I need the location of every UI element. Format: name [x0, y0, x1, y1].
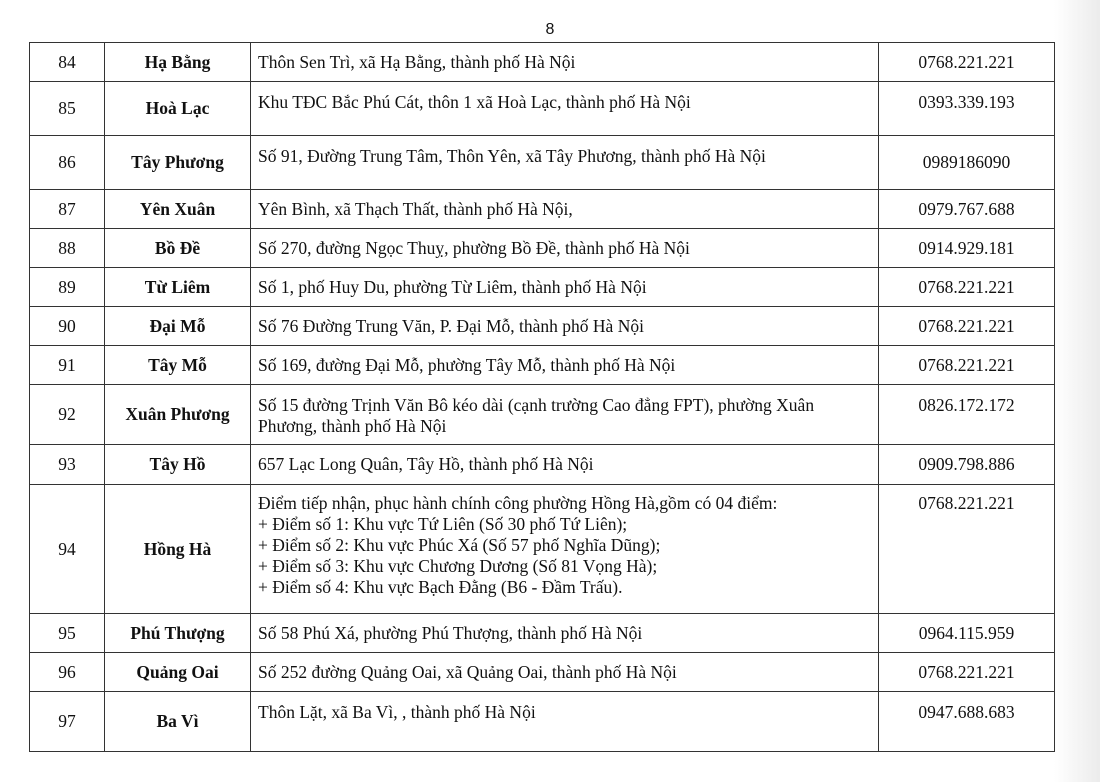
office-phone: 0979.767.688: [918, 198, 1015, 219]
row-number: 85: [58, 98, 76, 118]
office-phone-cell: [879, 190, 1055, 229]
table-row: [30, 653, 1055, 692]
office-phone: 0909.798.886: [918, 454, 1015, 474]
office-phone-cell: [879, 346, 1055, 385]
office-phone: 0768.221.221: [918, 276, 1015, 297]
office-address: Khu TĐC Bắc Phú Cát, thôn 1 xã Hoà Lạc, thành phố Hà Nội: [258, 92, 691, 112]
row-number-cell: [30, 614, 105, 653]
office-address-cell: [251, 445, 879, 485]
office-address-cell: [251, 136, 879, 190]
office-phone: 0393.339.193: [918, 92, 1015, 112]
office-phone-cell: [879, 82, 1055, 136]
table-row: [30, 346, 1055, 385]
office-phone: 0914.929.181: [918, 237, 1015, 258]
office-name-cell: [105, 614, 251, 653]
office-phone-cell: [879, 692, 1055, 752]
table-row: [30, 385, 1055, 445]
office-phone: 0768.221.221: [918, 315, 1015, 336]
office-address-cell: [251, 485, 879, 614]
row-number-cell: [30, 653, 105, 692]
row-number-cell: [30, 229, 105, 268]
page-edge-shadow: [1054, 0, 1100, 782]
office-address-cell: [251, 268, 879, 307]
row-number-cell: [30, 346, 105, 385]
office-name: Tây Mỗ: [148, 354, 207, 375]
office-name-cell: [105, 653, 251, 692]
office-name-cell: [105, 190, 251, 229]
office-address-cell: [251, 653, 879, 692]
row-number-cell: [30, 82, 105, 136]
office-address-cell: [251, 385, 879, 445]
office-name-cell: [105, 445, 251, 485]
office-address: Số 169, đường Đại Mỗ, phường Tây Mỗ, thành phố Hà Nội: [258, 354, 676, 375]
row-number-cell: [30, 445, 105, 485]
row-number: 94: [58, 538, 76, 559]
row-number: 96: [58, 661, 76, 682]
office-address-cell: [251, 307, 879, 346]
row-number-cell: [30, 43, 105, 82]
office-address: Thôn Lặt, xã Ba Vì, , thành phố Hà Nội: [258, 702, 536, 722]
row-number: 86: [58, 152, 76, 172]
office-address: Số 15 đường Trịnh Văn Bô kéo dài (cạnh trường Cao đẳng FPT), phường Xuân Phương, thành phố Hà Nội: [258, 395, 815, 436]
office-table-body: [30, 43, 1055, 752]
office-address: Số 58 Phú Xá, phường Phú Thượng, thành phố Hà Nội: [258, 622, 643, 643]
office-name: Hạ Bằng: [144, 51, 211, 72]
office-phone-cell: [879, 136, 1055, 190]
office-phone: 0964.115.959: [918, 622, 1015, 643]
office-phone: 0989186090: [922, 152, 1011, 172]
office-name: Bồ Đề: [154, 237, 201, 258]
office-address-cell: [251, 614, 879, 653]
row-number: 88: [58, 237, 76, 258]
row-number: 91: [58, 354, 76, 375]
office-address: Yên Bình, xã Thạch Thất, thành phố Hà Nội,: [258, 198, 573, 219]
row-number-cell: [30, 136, 105, 190]
office-name-cell: [105, 307, 251, 346]
table-row: [30, 229, 1055, 268]
office-phone: 0947.688.683: [918, 702, 1015, 722]
row-number: 90: [58, 315, 76, 336]
table-row: [30, 82, 1055, 136]
table-row: [30, 43, 1055, 82]
office-phone: 0768.221.221: [918, 51, 1015, 72]
table-row: [30, 268, 1055, 307]
office-phone-cell: [879, 485, 1055, 614]
table-row: [30, 692, 1055, 752]
table-row: [30, 136, 1055, 190]
page-number: 8: [545, 21, 555, 38]
office-phone-cell: [879, 43, 1055, 82]
office-name-cell: [105, 385, 251, 445]
row-number: 92: [58, 404, 76, 424]
office-phone-cell: [879, 268, 1055, 307]
row-number-cell: [30, 268, 105, 307]
office-phone-cell: [879, 653, 1055, 692]
row-number: 95: [58, 622, 76, 643]
office-address-cell: [251, 229, 879, 268]
office-address: Điểm tiếp nhận, phục hành chính công phường Hồng Hà,gồm có 04 điểm: + Điểm số 1: Khu vực Tứ Liên (Số 30 phố Tứ Liên); + Điểm số 2: Khu vực Phúc Xá (Số 57 phố Nghĩa Dũng); + Điểm số 3: Khu vực Chương Dương (Số 81 Vọng Hà); + Điểm số 4: Khu vực Bạch Đằng (B6 - Đầm Trấu).: [258, 493, 778, 597]
office-address-cell: [251, 43, 879, 82]
row-number: 93: [58, 454, 76, 474]
office-address-cell: [251, 82, 879, 136]
office-name: Yên Xuân: [139, 198, 216, 219]
office-address: Số 91, Đường Trung Tâm, Thôn Yên, xã Tây Phương, thành phố Hà Nội: [258, 146, 766, 166]
office-phone-cell: [879, 614, 1055, 653]
office-address: 657 Lạc Long Quân, Tây Hồ, thành phố Hà Nội: [258, 454, 594, 474]
office-name: Đại Mỗ: [149, 315, 206, 336]
office-name-cell: [105, 136, 251, 190]
table-row: [30, 307, 1055, 346]
row-number-cell: [30, 307, 105, 346]
office-name-cell: [105, 229, 251, 268]
office-phone: 0768.221.221: [918, 493, 1015, 513]
row-number: 84: [58, 51, 76, 72]
office-phone: 0768.221.221: [918, 354, 1015, 375]
table-row: [30, 445, 1055, 485]
office-phone: 0768.221.221: [918, 661, 1015, 682]
office-name: Phú Thượng: [130, 622, 225, 643]
table-row: [30, 190, 1055, 229]
office-name-cell: [105, 346, 251, 385]
table-row: [30, 614, 1055, 653]
office-phone-cell: [879, 385, 1055, 445]
row-number-cell: [30, 485, 105, 614]
office-name: Tây Hồ: [149, 454, 206, 474]
table-row: [30, 485, 1055, 614]
office-name-cell: [105, 43, 251, 82]
office-address: Số 252 đường Quảng Oai, xã Quảng Oai, thành phố Hà Nội: [258, 661, 677, 682]
office-name: Từ Liêm: [144, 276, 211, 297]
office-name-cell: [105, 82, 251, 136]
row-number: 87: [58, 198, 76, 219]
office-table: [29, 42, 1055, 752]
office-address-cell: [251, 692, 879, 752]
office-phone: 0826.172.172: [918, 395, 1015, 415]
office-address: Thôn Sen Trì, xã Hạ Bằng, thành phố Hà Nội: [258, 51, 576, 72]
row-number-cell: [30, 385, 105, 445]
office-name: Quảng Oai: [136, 661, 219, 682]
row-number-cell: [30, 190, 105, 229]
office-address: Số 270, đường Ngọc Thuỵ, phường Bồ Đề, thành phố Hà Nội: [258, 237, 690, 258]
office-phone-cell: [879, 229, 1055, 268]
office-name: Xuân Phương: [125, 404, 230, 424]
row-number: 89: [58, 276, 76, 297]
office-name: Tây Phương: [131, 152, 224, 172]
office-name: Hoà Lạc: [145, 98, 210, 118]
office-phone-cell: [879, 445, 1055, 485]
office-name: Ba Vì: [156, 711, 199, 731]
office-name-cell: [105, 268, 251, 307]
office-name-cell: [105, 692, 251, 752]
office-name-cell: [105, 485, 251, 614]
office-address: Số 1, phố Huy Du, phường Từ Liêm, thành phố Hà Nội: [258, 276, 647, 297]
office-address-cell: [251, 346, 879, 385]
office-name: Hồng Hà: [143, 538, 212, 559]
row-number: 97: [58, 711, 76, 731]
row-number-cell: [30, 692, 105, 752]
office-address-cell: [251, 190, 879, 229]
office-phone-cell: [879, 307, 1055, 346]
office-address: Số 76 Đường Trung Văn, P. Đại Mỗ, thành phố Hà Nội: [258, 315, 644, 336]
